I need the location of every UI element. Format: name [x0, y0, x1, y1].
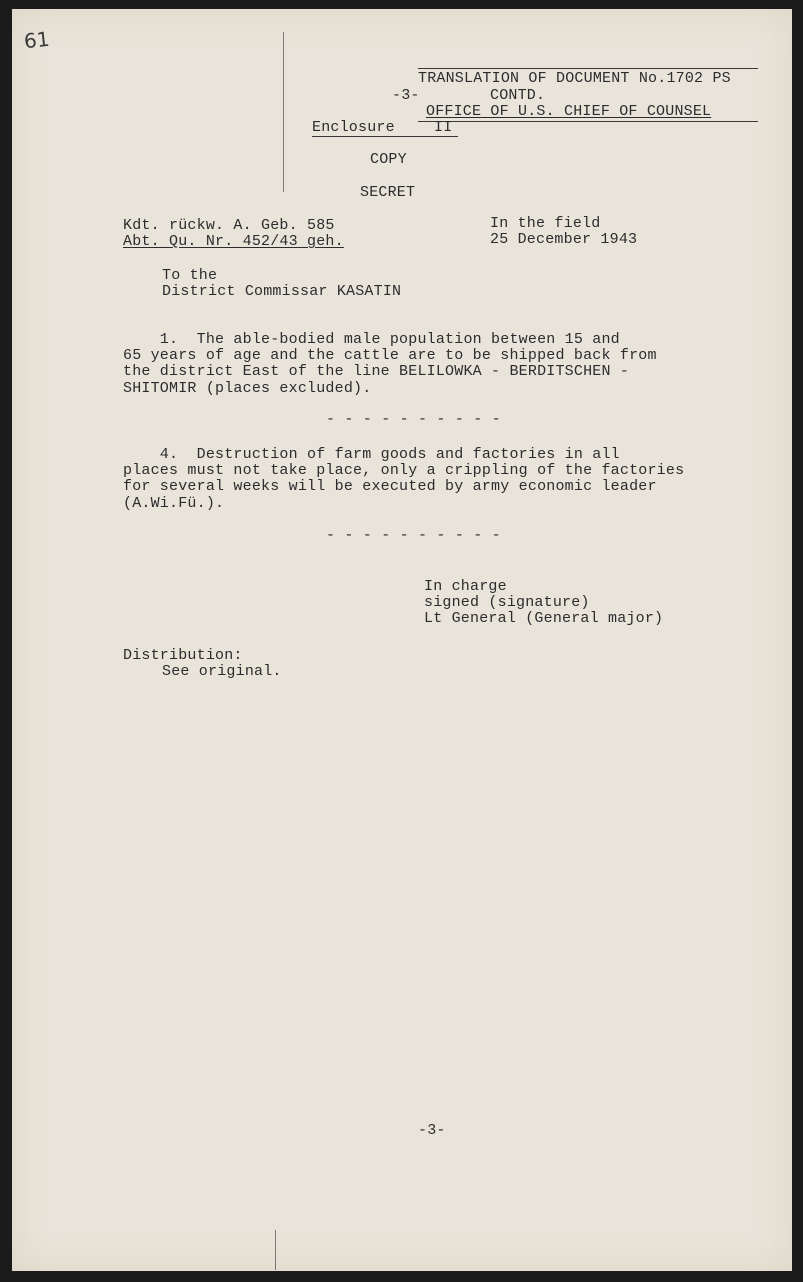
paragraph-1-line-3: the district East of the line BELILOWKA - BERDITSCHEN - [123, 363, 630, 380]
paragraph-1-line-4: SHITOMIR (places excluded). [123, 380, 372, 397]
paragraph-4-line-2: places must not take place, only a crippling of the factories [123, 462, 685, 479]
enclosure-label: Enclosure [312, 119, 395, 136]
vertical-fold-mark-bottom [275, 1230, 276, 1270]
paragraph-4-line-3: for several weeks will be executed by army economic leader [123, 478, 657, 495]
paragraph-1-line-2: 65 years of age and the cattle are to be shipped back from [123, 347, 657, 364]
separator-2: - - - - - - - - - - [326, 527, 501, 544]
signature-line-3: Lt General (General major) [424, 610, 664, 627]
paragraph-4-line-4: (A.Wi.Fü.). [123, 495, 225, 512]
header-top-rule [418, 68, 758, 69]
addressee-line-2: District Commissar KASATIN [162, 283, 402, 300]
sender-line-1: Kdt. rückw. A. Geb. 585 [123, 217, 335, 234]
margin-pencil-note: 61 [22, 26, 51, 54]
vertical-fold-mark [283, 32, 284, 192]
header-page-marker: -3- [392, 87, 420, 104]
office-line: OFFICE OF U.S. CHIEF OF COUNSEL [426, 103, 712, 120]
enclosure-underline [312, 136, 458, 137]
translation-line: TRANSLATION OF DOCUMENT No.1702 PS [418, 70, 731, 87]
contd-label: CONTD. [490, 87, 546, 104]
sender-line-2: Abt. Qu. Nr. 452/43 geh. [123, 233, 344, 250]
footer-page-number: -3- [418, 1122, 446, 1139]
copy-label: COPY [370, 151, 407, 168]
separator-1: - - - - - - - - - - [326, 411, 501, 428]
place-line: In the field [490, 215, 601, 232]
signature-line-1: In charge [424, 578, 507, 595]
paragraph-1-line-1: 1. The able-bodied male population between 15 and [123, 331, 620, 348]
paragraph-4-line-1: 4. Destruction of farm goods and factories in all [123, 446, 620, 463]
secret-label: SECRET [360, 184, 416, 201]
enclosure-number: II [434, 119, 453, 136]
signature-line-2: signed (signature) [424, 594, 590, 611]
distribution-value: See original. [162, 663, 282, 680]
addressee-line-1: To the [162, 267, 218, 284]
distribution-label: Distribution: [123, 647, 243, 664]
header-bottom-rule [418, 121, 758, 122]
date-line: 25 December 1943 [490, 231, 638, 248]
